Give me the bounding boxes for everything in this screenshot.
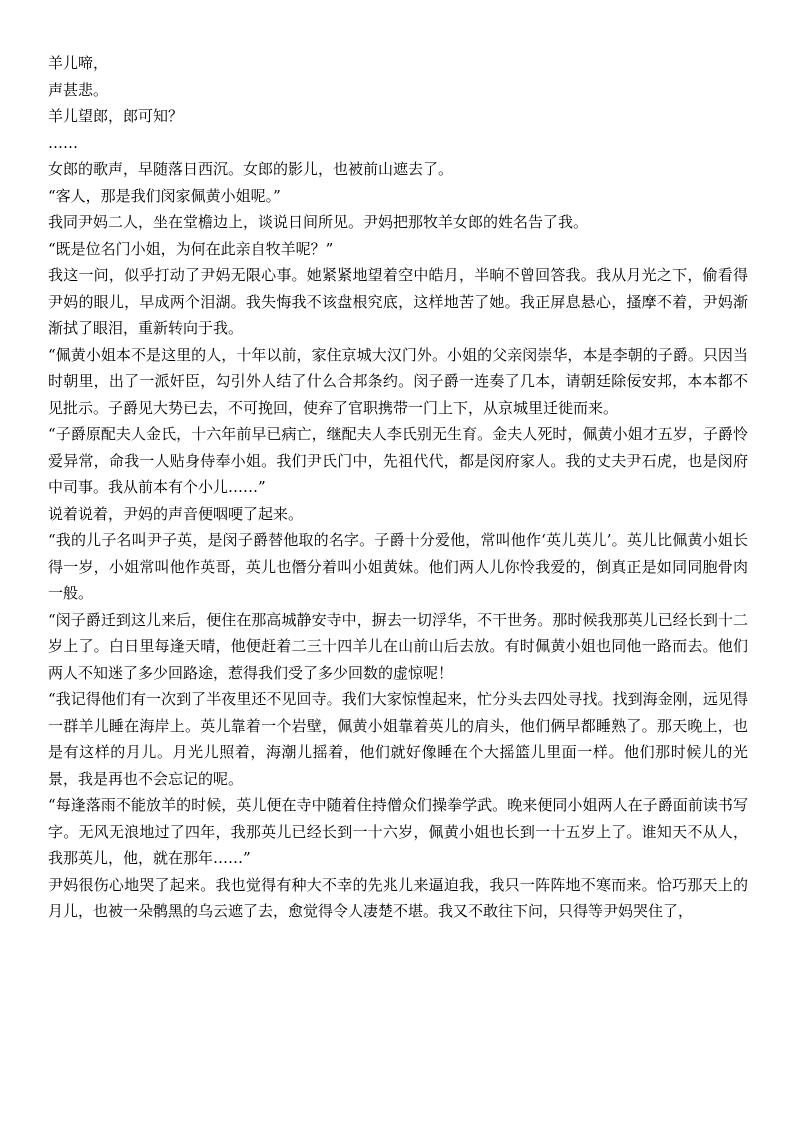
paragraph: “我的儿子名叫尹子英，是闵子爵替他取的名字。子爵十分爱他，常叫他作‘英儿英儿’。英儿比佩黄小姐长得一岁，小姐常叫他作英哥，英儿也僭分着叫小姐黄妹。他们两人儿你怜我爱的，倒真正是如同同胞骨肉一般。 xyxy=(48,531,748,602)
paragraph: “客人，那是我们闵家佩黄小姐呢。” xyxy=(48,186,281,205)
document-page xyxy=(48,50,748,925)
verse-line-2: 声甚悲。 xyxy=(48,80,109,99)
paragraph: “闵子爵迁到这儿来后，便住在那高城静安寺中，摒去一切浮华，不干世务。那时候我那英儿已经长到十二岁上了。白日里每逢天晴，他便赶着二三十四羊儿在山前山后去放。有时佩黄小姐也同他一路而去。他们两人不知迷了多少回路途，惹得我们受了多少回数的虚惊呢！ xyxy=(48,610,748,682)
paragraph: “子爵原配夫人金氏，十六年前早已病亡，继配夫人李氏别无生育。金夫人死时，佩黄小姐才五岁，子爵怜爱异常，命我一人贴身侍奉小姐。我们尹氏门中，先祖代代，都是闵府家人。我的丈夫尹石虎，也是闵府中司事。我从前本有个小儿……” xyxy=(48,425,748,496)
paragraph: “每逢落雨不能放羊的时候，英儿便在寺中随着住持僧众们操拳学武。晚来便同小姐两人在子爵面前读书写字。无风无浪地过了四年，我那英儿已经长到一十六岁，佩黄小姐也长到一十五岁上了。谁知天不从人，我那英儿，他，就在那年……” xyxy=(48,796,748,867)
ellipsis-line: …… xyxy=(48,133,78,152)
paragraph: 我这一问，似乎打动了尹妈无限心事。她紧紧地望着空中皓月，半晌不曾回答我。我从月光之下，偷看得尹妈的眼儿，早成两个泪湖。我失悔我不该盘根究底，这样地苦了她。我正屏息悬心，搔摩不着，尹妈渐渐拭了眼泪，重新转向于我。 xyxy=(48,266,748,337)
paragraph: 我同尹妈二人，坐在堂檐边上，谈说日间所见。尹妈把那牧羊女郎的姓名告了我。 xyxy=(48,213,589,231)
paragraph: 说着说着，尹妈的声音便咽哽了起来。 xyxy=(48,504,304,523)
verse-line-3: 羊儿望郎，郎可知？ xyxy=(48,107,184,125)
paragraph: “佩黄小姐本不是这里的人，十年以前，家住京城大汉门外。小姐的父亲闵崇华，本是李朝的子爵。只因当时朝里，出了一派奸臣，勾引外人结了什么合邦条约。闵子爵一连奏了几本，请朝廷除佞安邦，本本都不见批示。子爵见大势已去，不可挽回，使弃了官职携带一门上下，从京城里迁徙而来。 xyxy=(48,345,748,417)
verse-line-1: 羊儿啼， xyxy=(48,54,109,72)
paragraph: 尹妈很伤心地哭了起来。我也觉得有种大不幸的先兆儿来逼迫我，我只一阵阵地不寒而来。恰巧那天上的月儿，也被一朵鹘黑的乌云遮了去，愈觉得令人凄楚不堪。我又不敢往下问，只得等尹妈哭住了， xyxy=(48,875,748,920)
paragraph: 女郎的歌声，早随落日西沉。女郎的影儿，也被前山遮去了。 xyxy=(48,160,454,178)
paragraph: “既是位名门小姐，为何在此亲自牧羊呢？” xyxy=(48,239,334,258)
paragraph: “我记得他们有一次到了半夜里还不见回寺。我们大家惊惶起来，忙分头去四处寻找。找到海金刚，远见得一群羊儿睡在海岸上。英儿靠着一个岩壁，佩黄小姐靠着英儿的肩头，他们俩早都睡熟了。那天晚上，也是有这样的月儿。月光儿照着，海潮儿摇着，他们就好像睡在个大摇篮儿里面一样。他们那时候儿的光景，我是再也不会忘记的呢。 xyxy=(48,690,748,788)
